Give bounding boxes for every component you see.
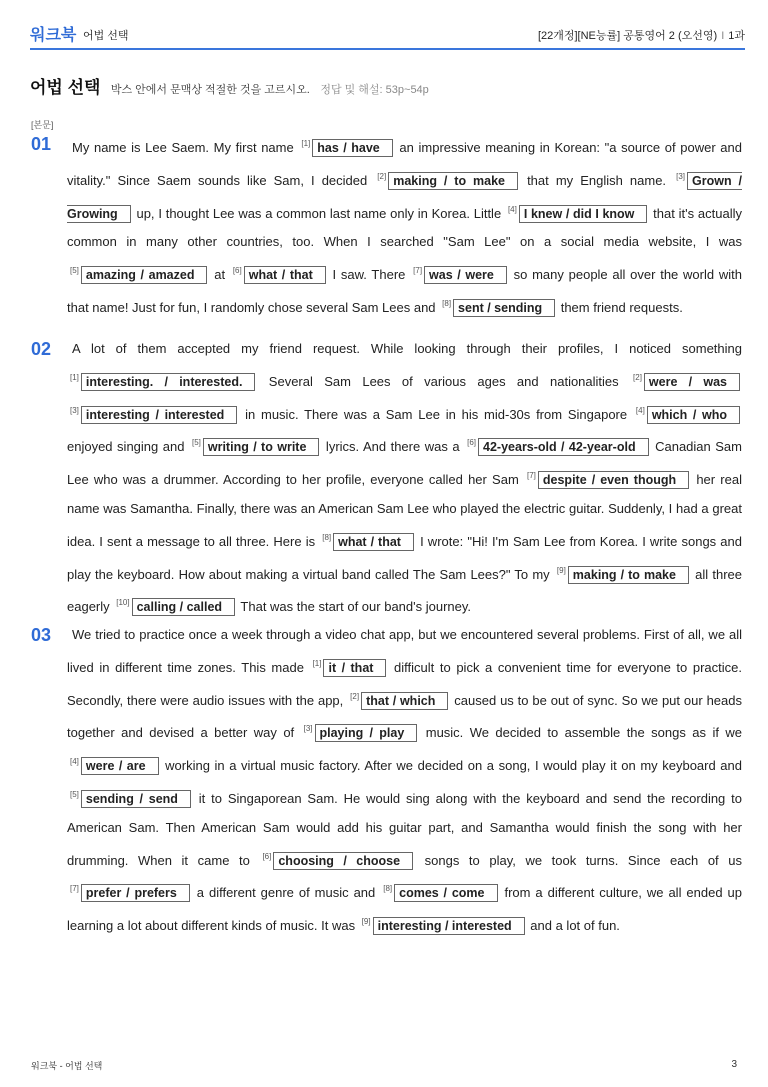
blank-number: [7] — [70, 884, 79, 894]
passage-text: at — [209, 267, 230, 283]
passage-text: a different genre of music and — [191, 885, 381, 901]
passage-text: working in a virtual music factory. After we decided on a song, I would play it on my keyboard and — [160, 758, 742, 774]
choice-box[interactable]: what / that — [333, 533, 414, 551]
passage-text: Several Sam Lees of various ages and nationalities — [257, 373, 631, 389]
header-subtitle: 어법 선택 — [83, 30, 129, 42]
blank-number: [4] — [635, 405, 645, 415]
blank-number: [8] — [442, 298, 452, 308]
choice-box[interactable]: that / which — [361, 692, 448, 710]
blank-number: [3] — [676, 171, 686, 181]
passage-text: That was the start of our band's journey. — [237, 599, 472, 615]
passage-text: lyrics. And there was a — [321, 439, 465, 455]
passage-text: that my English name. — [520, 172, 674, 188]
choice-box[interactable]: amazing / amazed — [81, 266, 208, 284]
choice-box[interactable]: 42-years-old / 42-year-old — [478, 438, 649, 456]
passage-text: from a different culture, we all ended up learning a lot about different kinds of music. It was — [67, 885, 742, 934]
passage-text: up, I thought Lee was a common last name only in Korea. Little — [132, 205, 505, 221]
choice-box[interactable]: interesting / interested — [81, 406, 237, 424]
passage-text: in music. There was a Sam Lee in his mid-30s from Singapore — [239, 406, 633, 422]
blank-number: [2] — [633, 372, 642, 382]
blank-number: [1] — [301, 139, 311, 148]
choice-box[interactable]: comes / come — [394, 884, 497, 902]
blank-number: [2] — [350, 691, 360, 701]
blank-number: [3] — [303, 724, 313, 734]
blank-number: [1] — [312, 658, 322, 668]
blank-number: [7] — [526, 471, 536, 481]
choice-box[interactable]: writing / to write — [203, 438, 320, 456]
passage-text: My name is Lee Saem. My first name — [72, 140, 299, 155]
blank-number: [6] — [467, 438, 477, 448]
page-title — [30, 73, 429, 98]
blank-number: [4] — [507, 204, 517, 214]
blank-number: [8] — [322, 532, 332, 542]
page-header — [30, 0, 745, 48]
blank-number: [1] — [70, 372, 79, 382]
passage-number: 03 — [31, 625, 52, 645]
footer-label: 워크북 - 어법 선택 — [31, 1061, 103, 1071]
passage-text: I wrote: "Hi! I'm Sam Lee from Korea. I write songs and play the keyboard. How about making a virtual band called The Sam Lees?" To my — [67, 533, 742, 582]
blank-number: [5] — [70, 789, 79, 799]
passage-01 — [31, 130, 742, 323]
blank-number: [6] — [232, 266, 242, 276]
book-title: [22개정][NE능률] 공통영어 2 (오선영) — [537, 30, 718, 42]
passage-text: We tried to practice once a week through a video chat app, but we encountered several problems. First of all, we all lived in different time zones. This made — [67, 627, 742, 675]
passage-text: so many people all over the world with that name! Just for fun, I randomly chose several Sam Lees and — [67, 267, 742, 315]
page-number: 3 — [731, 1059, 737, 1070]
passage-text: caused us to be out of sync. So we put our heads together and devised a better way of — [67, 692, 742, 741]
choice-box[interactable]: sent / sending — [453, 299, 555, 317]
choice-box[interactable]: despite / even though — [538, 471, 689, 489]
passage-03 — [31, 621, 742, 941]
passage-text: an impressive meaning in Korean: "a source of power and vitality." Since Saem sounds like Sam, I decided — [67, 140, 742, 188]
blank-number: [7] — [413, 266, 423, 276]
choice-box[interactable]: was / were — [424, 266, 507, 284]
header-breadcrumb — [538, 27, 745, 43]
passage-02 — [31, 335, 742, 622]
passage-text: it to Singaporean Sam. He would sing along with the keyboard and send the recording to American Sam. Then American Sam would add his guitar part, and Samantha would finish the song with her drumming. When it came to — [67, 790, 742, 868]
passage-text: difficult to pick a convenient time for everyone to practice. Secondly, there were audio issues with the app, — [67, 659, 742, 708]
choice-box[interactable]: sending / send — [81, 790, 191, 808]
blank-number: [8] — [383, 884, 393, 894]
choice-box[interactable]: playing / play — [315, 724, 418, 742]
choice-box[interactable]: Grown / Growing — [67, 173, 742, 221]
blank-number: [5] — [70, 266, 79, 276]
passage-text: A lot of them accepted my friend request. While looking through their profiles, I noticed something — [72, 341, 742, 356]
choice-box[interactable]: choosing / choose — [273, 852, 413, 870]
choice-box[interactable]: which / who — [647, 406, 740, 424]
passage-text: all three eagerly — [67, 566, 742, 615]
header-separator: I — [721, 30, 725, 42]
title-instruction: 박스 안에서 문맥상 적절한 것을 고르시오. — [110, 84, 310, 96]
choice-box[interactable]: it / that — [323, 659, 386, 677]
blank-number: [9] — [556, 565, 566, 575]
choice-box[interactable]: calling / called — [132, 598, 235, 616]
choice-box[interactable]: has / have — [312, 139, 393, 157]
passage-text: her real name was Samantha. Finally, there was an American Sam Lee who played the electric guitar. Suddenly, I had a great idea. I sent a message to all three. Here is — [67, 472, 742, 549]
blank-number: [9] — [361, 917, 371, 927]
answer-reference: 정답 및 해설: 53p~54p — [320, 84, 429, 96]
choice-box[interactable]: making / to make — [388, 172, 518, 190]
choice-box[interactable]: making / to make — [568, 566, 689, 584]
choice-box[interactable]: interesting / interested — [373, 917, 525, 935]
passage-text: I saw. There — [327, 267, 411, 283]
passage-text: that it's actually common in many other countries, too. When I searched "Sam Lee" on a social media website, I was — [67, 205, 742, 250]
choice-box[interactable]: were / are — [81, 757, 159, 775]
blank-number: [10] — [116, 598, 130, 608]
passage-text: enjoyed singing and — [67, 439, 189, 455]
brand-label: 워크북 — [30, 27, 77, 44]
choice-box[interactable]: what / that — [244, 266, 326, 284]
choice-box[interactable]: prefer / prefers — [81, 884, 190, 902]
section-tag: [본문] — [31, 120, 54, 130]
choice-box[interactable]: interesting. / interested. — [81, 373, 256, 391]
title-main: 어법 선택 — [30, 78, 101, 97]
blank-number: [4] — [70, 757, 79, 767]
lesson-label: 1과 — [728, 30, 745, 42]
blank-number: [2] — [377, 171, 387, 181]
passage-text: songs to play, we took turns. Since each of us — [415, 852, 742, 868]
passage-text: Canadian Sam Lee who was a drummer. According to her profile, everyone called her Sam — [67, 439, 742, 488]
blank-number: [3] — [70, 405, 79, 415]
passage-number: 02 — [31, 339, 52, 359]
choice-box[interactable]: were / was — [644, 373, 740, 391]
passage-text: music. We decided to assemble the songs as if we — [419, 725, 742, 741]
choice-box[interactable]: I knew / did I know — [519, 205, 648, 223]
passage-number: 01 — [31, 134, 52, 154]
blank-number: [6] — [262, 851, 272, 861]
passage-text: them friend requests. — [557, 299, 683, 315]
header-divider — [30, 48, 745, 50]
blank-number: [5] — [191, 438, 201, 448]
passage-text: and a lot of fun. — [526, 918, 620, 934]
